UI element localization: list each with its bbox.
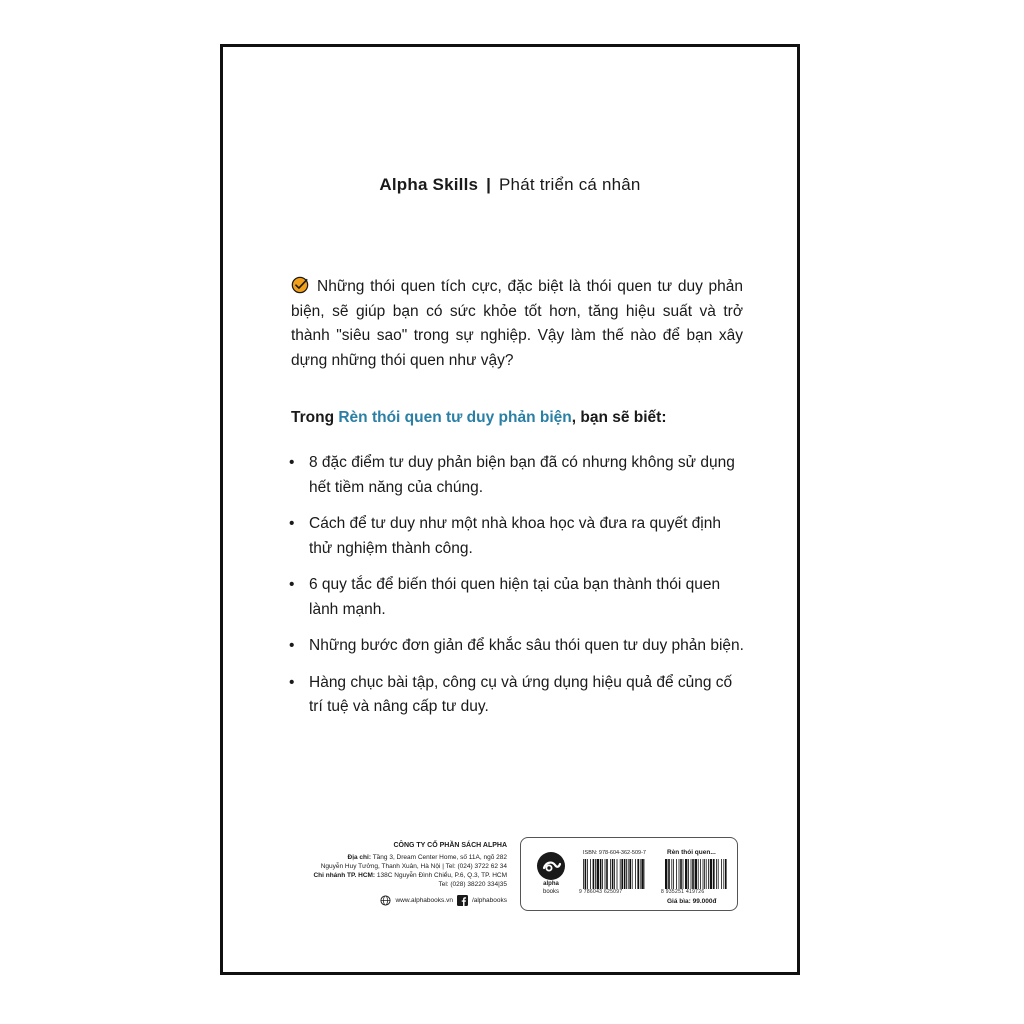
barcode-bar	[713, 859, 715, 889]
barcode-bar	[605, 859, 606, 889]
barcode-bar	[640, 859, 641, 889]
learn-book-title: Rèn thói quen tư duy phản biện	[338, 409, 572, 426]
alpha-books-logo	[535, 852, 567, 898]
barcode-bar	[708, 859, 709, 889]
barcode-bar	[587, 859, 588, 889]
barcode-bar	[703, 859, 704, 889]
alpha-logo-mark	[537, 852, 565, 880]
barcode-bar	[600, 859, 602, 889]
barcode-bar	[629, 859, 631, 889]
barcode-bar	[635, 859, 636, 889]
barcode-bar	[695, 859, 697, 889]
book-short-title: Rèn thói quen...	[667, 849, 716, 856]
globe-icon	[380, 895, 391, 906]
publisher-address-2: Nguyễn Huy Tưởng, Thanh Xuân, Hà Nội | Tel: (024) 3722 62 34	[320, 863, 507, 870]
barcode-bar	[716, 859, 717, 889]
barcode-bar	[725, 859, 727, 889]
barcode-bar	[673, 859, 674, 889]
address-line: Tầng 3, Dream Center Home, số 11A, ngõ 282	[372, 854, 507, 861]
website-link[interactable]: www.alphabooks.vn	[395, 897, 453, 904]
list-item	[287, 573, 747, 622]
barcode-bar	[723, 859, 724, 889]
learn-heading	[291, 409, 667, 427]
ean-barcode	[665, 859, 727, 889]
list-item-text: Cách để tư duy như một nhà khoa học và đưa ra quyết định thử nghiệm thành công.	[309, 515, 721, 557]
book-back-cover	[220, 44, 800, 975]
barcode-bar	[626, 859, 627, 889]
cover-price: Giá bìa: 99.000đ	[667, 898, 717, 905]
barcode-bar	[617, 859, 618, 889]
barcode-bar	[620, 859, 621, 889]
barcode-bar	[614, 859, 615, 889]
barcode-bar	[700, 859, 701, 889]
list-item-text: 6 quy tắc để biến thói quen hiện tại của bạn thành thói quen lành mạnh.	[309, 576, 721, 618]
barcode-bar	[610, 859, 611, 889]
barcode-bar	[683, 859, 684, 889]
learn-suffix: , bạn sẽ biết:	[571, 409, 667, 426]
bullet-marker: •	[289, 673, 295, 691]
barcode-bar	[665, 859, 667, 889]
isbn-digits: 9 786043 625097	[579, 889, 623, 895]
barcode-bar	[704, 859, 705, 889]
list-item	[287, 451, 747, 500]
barcode-bar	[685, 859, 687, 889]
barcode-bar	[606, 859, 608, 889]
barcode-bar	[641, 859, 643, 889]
intro-text: Những thói quen tích cực, đặc biệt là thói quen tư duy phản biện, sẽ giúp bạn có sức khỏe tốt hơn, tăng hiệu suất và trở thành "siêu sao" trong sự nghiệp. Vậy làm thế nào để bạn xây dựng những thói quen như vậy?	[291, 278, 743, 369]
barcode-bar	[593, 859, 595, 889]
barcode-bar	[680, 859, 682, 889]
barcode-bar	[688, 859, 689, 889]
branch-label: Chi nhánh TP. HCM:	[313, 872, 376, 879]
intro-paragraph	[291, 275, 743, 373]
alpha-logo-text-2: books	[542, 889, 559, 895]
bullet-marker: •	[289, 576, 295, 593]
series-line	[223, 175, 797, 195]
address-label: Địa chỉ:	[347, 854, 371, 861]
barcode-bar	[671, 859, 672, 889]
bullet-marker: •	[289, 637, 295, 654]
facebook-icon	[457, 895, 468, 906]
branch-line: 138C Nguyễn Đình Chiểu, P.6, Q.3, TP. HCM	[376, 872, 507, 879]
check-circle-icon	[291, 276, 309, 294]
barcode-bar	[721, 859, 722, 889]
barcode-bar	[691, 859, 692, 889]
barcode-bar	[718, 859, 719, 889]
barcode-panel	[520, 837, 738, 911]
barcode-bar	[595, 859, 596, 889]
alpha-logo-icon	[537, 852, 565, 880]
ean-digits: 8 935251 419726	[661, 889, 705, 895]
list-item-text: Những bước đơn giản để khắc sâu thói quen tư duy phản biện.	[309, 637, 744, 654]
publisher-name: CÔNG TY CỔ PHẦN SÁCH ALPHA	[393, 842, 507, 849]
barcode-bar	[679, 859, 680, 889]
benefit-list	[287, 451, 747, 732]
facebook-link[interactable]: /alphabooks	[471, 897, 507, 904]
list-item-text: 8 đặc điểm tư duy phản biện bạn đã có nhưng không sử dụng hết tiềm năng của chúng.	[309, 454, 735, 496]
barcode-bar	[583, 859, 584, 889]
publisher-branch	[283, 871, 507, 880]
barcode-bar	[637, 859, 639, 889]
isbn-barcode	[583, 859, 645, 889]
barcode-bar	[624, 859, 626, 889]
alpha-logo-text-1: alpha	[543, 881, 559, 887]
list-item	[287, 512, 747, 561]
list-item	[287, 634, 747, 659]
barcode-bar	[692, 859, 694, 889]
barcode-bar	[710, 859, 712, 889]
series-separator: |	[486, 175, 492, 194]
series-category: Phát triển cá nhân	[499, 175, 641, 194]
barcode-bar	[602, 859, 603, 889]
barcode-bar	[706, 859, 707, 889]
barcode-bar	[676, 859, 677, 889]
bullet-marker: •	[289, 515, 295, 532]
publisher-branch-tel: Tel: (028) 38220 334|35	[438, 881, 507, 888]
publisher-address	[283, 853, 507, 862]
series-brand: Alpha Skills	[379, 175, 479, 194]
isbn-label: ISBN: 978-604-362-509-7	[583, 850, 646, 856]
publisher-info	[283, 841, 507, 906]
list-item	[287, 671, 747, 720]
bullet-marker: •	[289, 454, 295, 471]
barcode-bar	[632, 859, 633, 889]
barcode-bar	[590, 859, 591, 889]
barcode-bar	[597, 859, 599, 889]
barcode-bar	[585, 859, 587, 889]
barcode-bar	[698, 859, 699, 889]
barcode-bar	[628, 859, 629, 889]
publisher-links	[283, 895, 507, 906]
barcode-bar	[621, 859, 623, 889]
barcode-bar	[612, 859, 614, 889]
list-item-text: Hàng chục bài tập, công cụ và ứng dụng hiệu quả để củng cố trí tuệ và nâng cấp tư duy.	[309, 673, 733, 715]
barcode-bar	[668, 859, 670, 889]
learn-prefix: Trong	[291, 409, 339, 426]
